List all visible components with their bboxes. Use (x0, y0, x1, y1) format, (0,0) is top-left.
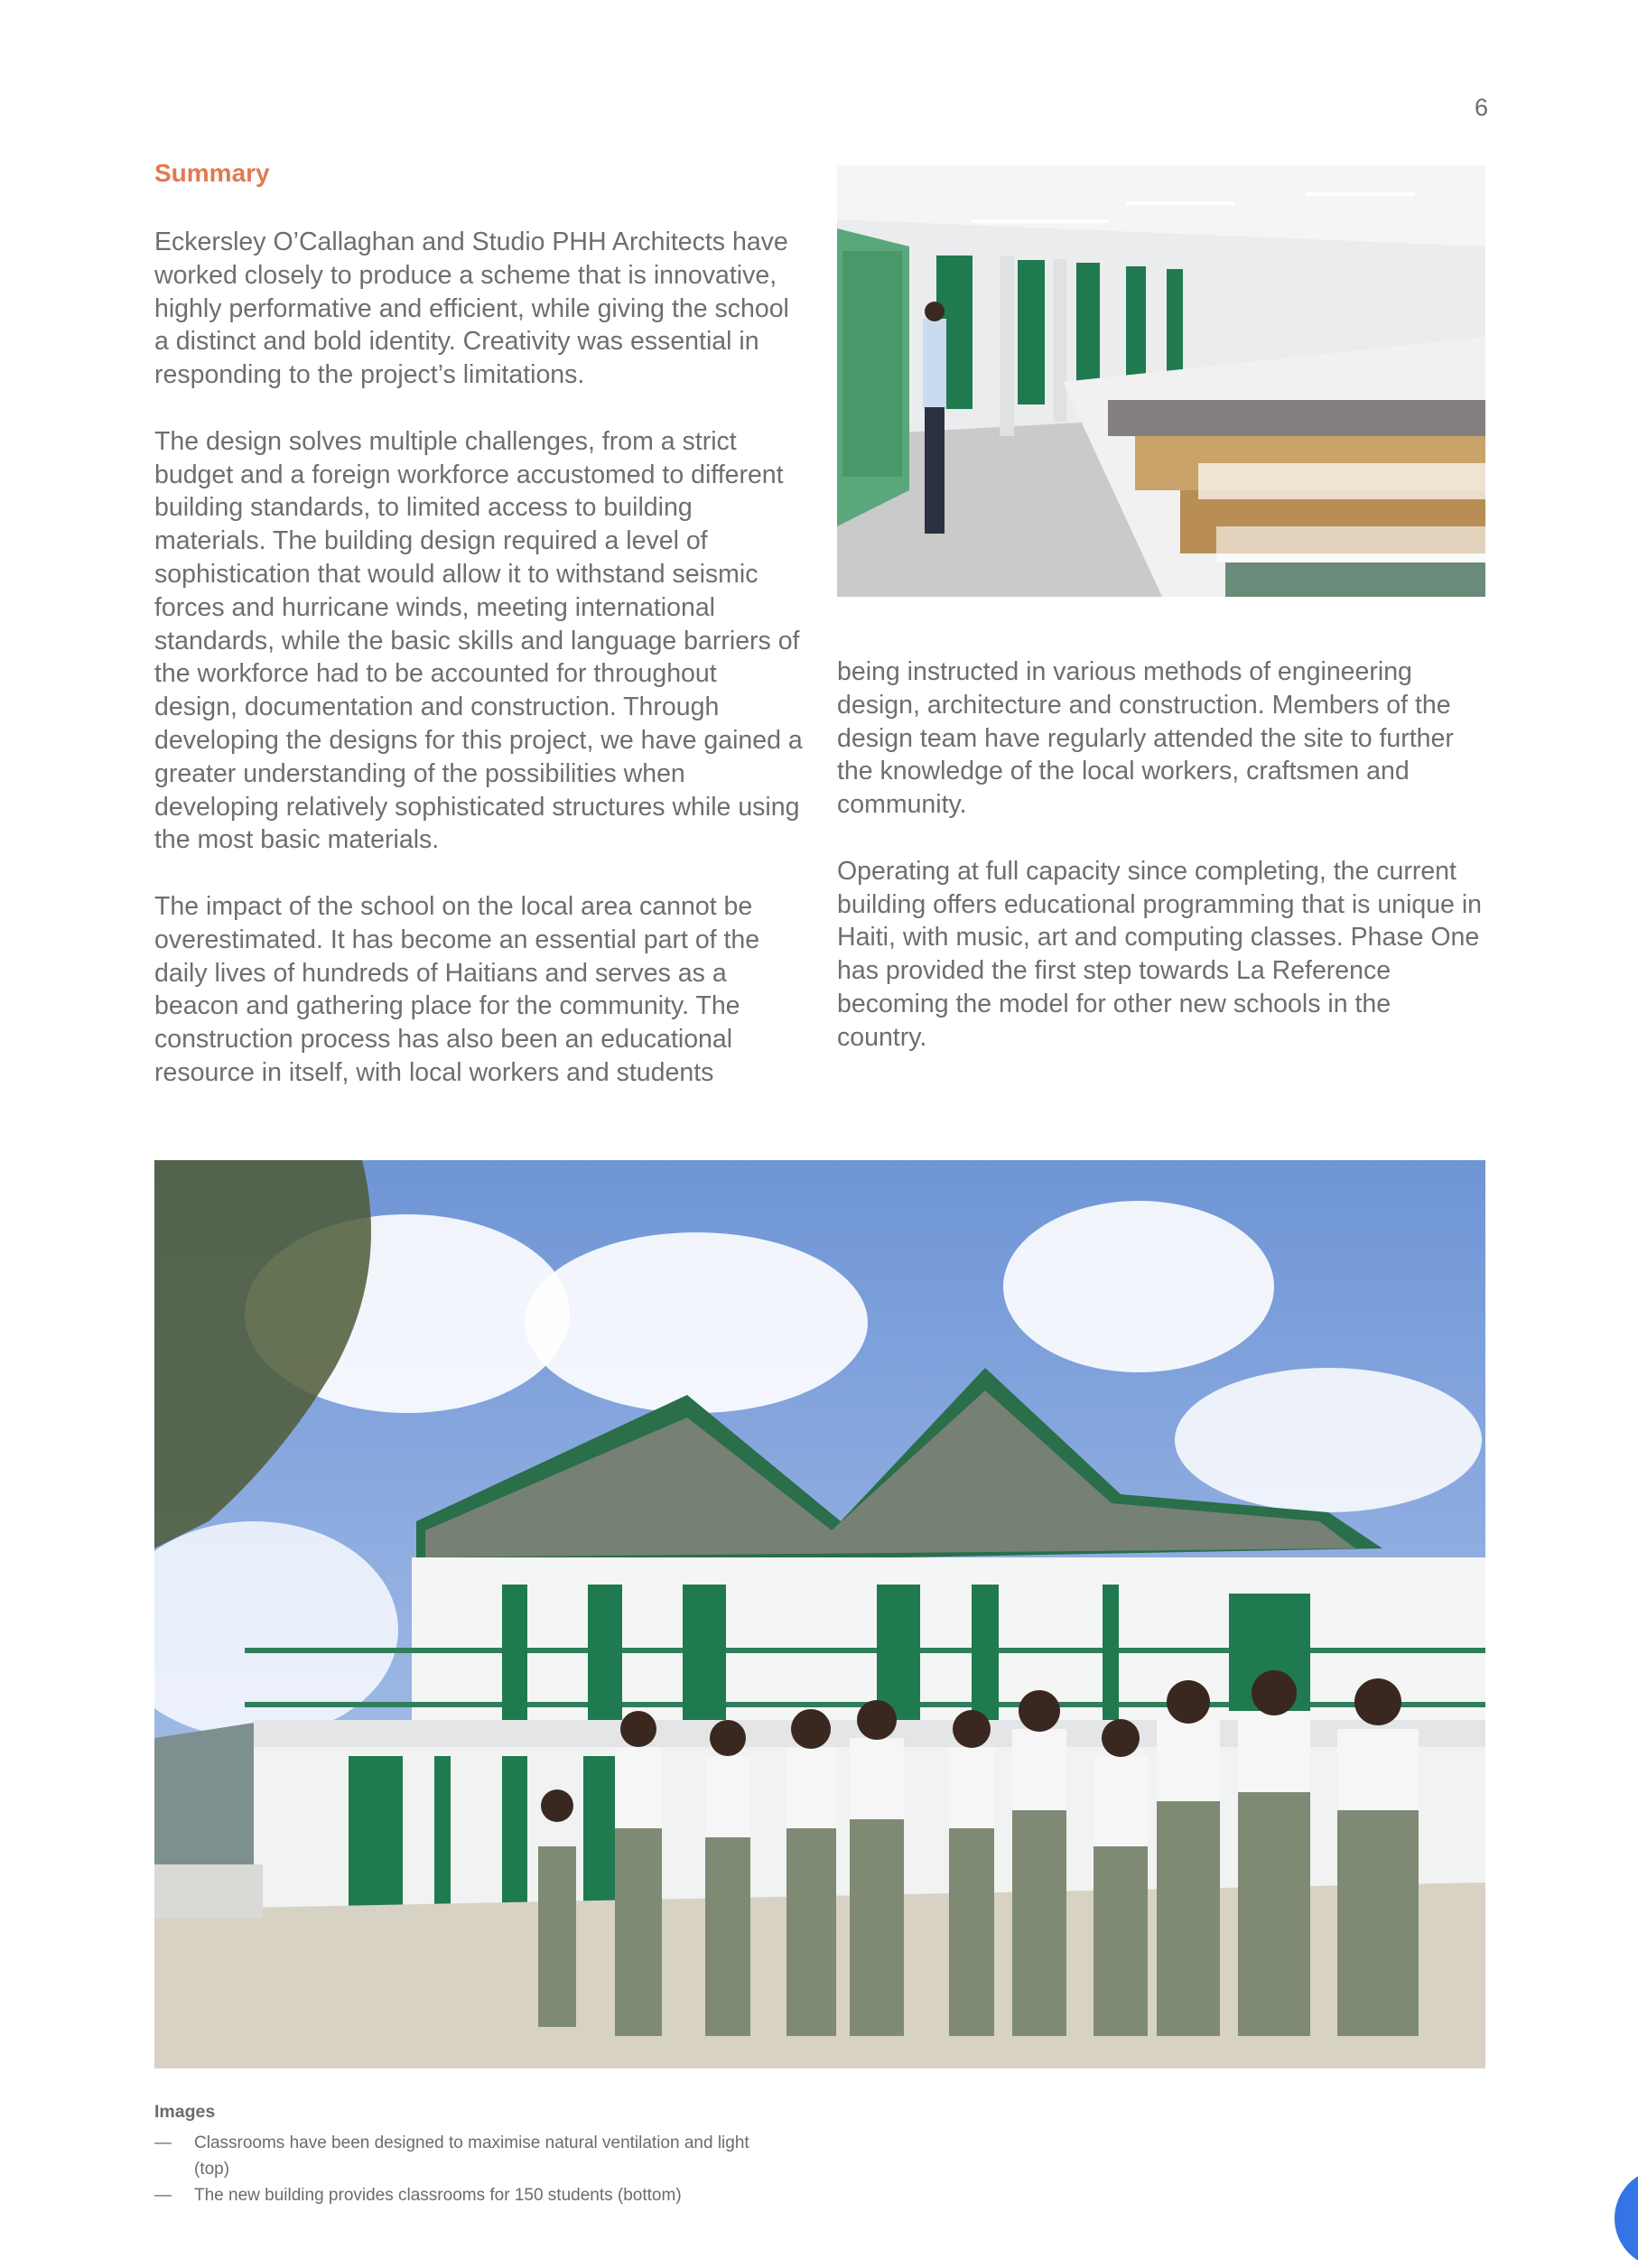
page-number: 6 (1474, 94, 1488, 121)
image-caption (154, 2102, 772, 2208)
paragraph: being instructed in various methods of engineering design, architecture and construction. Members of the design team have regularly attended the site to further the knowledge of the local workers, craftsmen and community. (837, 657, 1454, 820)
caption-text: The new building provides classrooms for 150 students (bottom) (194, 2186, 682, 2205)
summary-heading: Summary (154, 159, 270, 187)
classroom-photo (837, 165, 1485, 597)
caption-dash: — (154, 2186, 172, 2205)
paragraph: Operating at full capacity since completing, the current building offers educational programming that is unique in Haiti, with music, art and computing classes. Phase One has provided the first step towards La Reference becoming the model for other new schools in the country. (837, 856, 1483, 1052)
paragraph: Eckersley O’Callaghan and Studio PHH Architects have worked closely to produce a scheme that is innovative, highly performative and efficient, while giving the school a distinct and bold identity. Creativity was essential in responding to the project’s limitations. (154, 228, 789, 390)
paragraph: The impact of the school on the local area cannot be overestimated. It has become an essential part of the daily lives of hundreds of Haitians and serves as a beacon and gathering place for the community. The construction process has also been an educational resource in itself, with local workers and students (154, 891, 760, 1087)
caption-dash: — (154, 2133, 172, 2152)
floating-action-button[interactable] (1615, 2169, 1638, 2268)
paragraph: The design solves multiple challenges, from a strict budget and a foreign workforce accustomed to different building standards, to limited access to building materials. The building design required a level of sophistication that would allow it to withstand seismic forces and hurricane winds, meeting international standards, while the basic skills and language barriers of the workforce had to be accounted for throughout design, documentation and construction. Through developing the designs for this project, we have gained a greater understanding of the possibilities when developing relatively sophisticated structures while using the most basic materials. (154, 426, 803, 855)
caption-title: Images (154, 2102, 216, 2122)
caption-text: Classrooms have been designed to maximise natural ventilation and light (top) (194, 2133, 749, 2179)
caption-item (154, 2182, 772, 2208)
caption-item (154, 2130, 772, 2182)
right-column (837, 655, 1487, 1087)
school-building-photo (154, 1160, 1485, 2068)
left-column (154, 226, 805, 1123)
